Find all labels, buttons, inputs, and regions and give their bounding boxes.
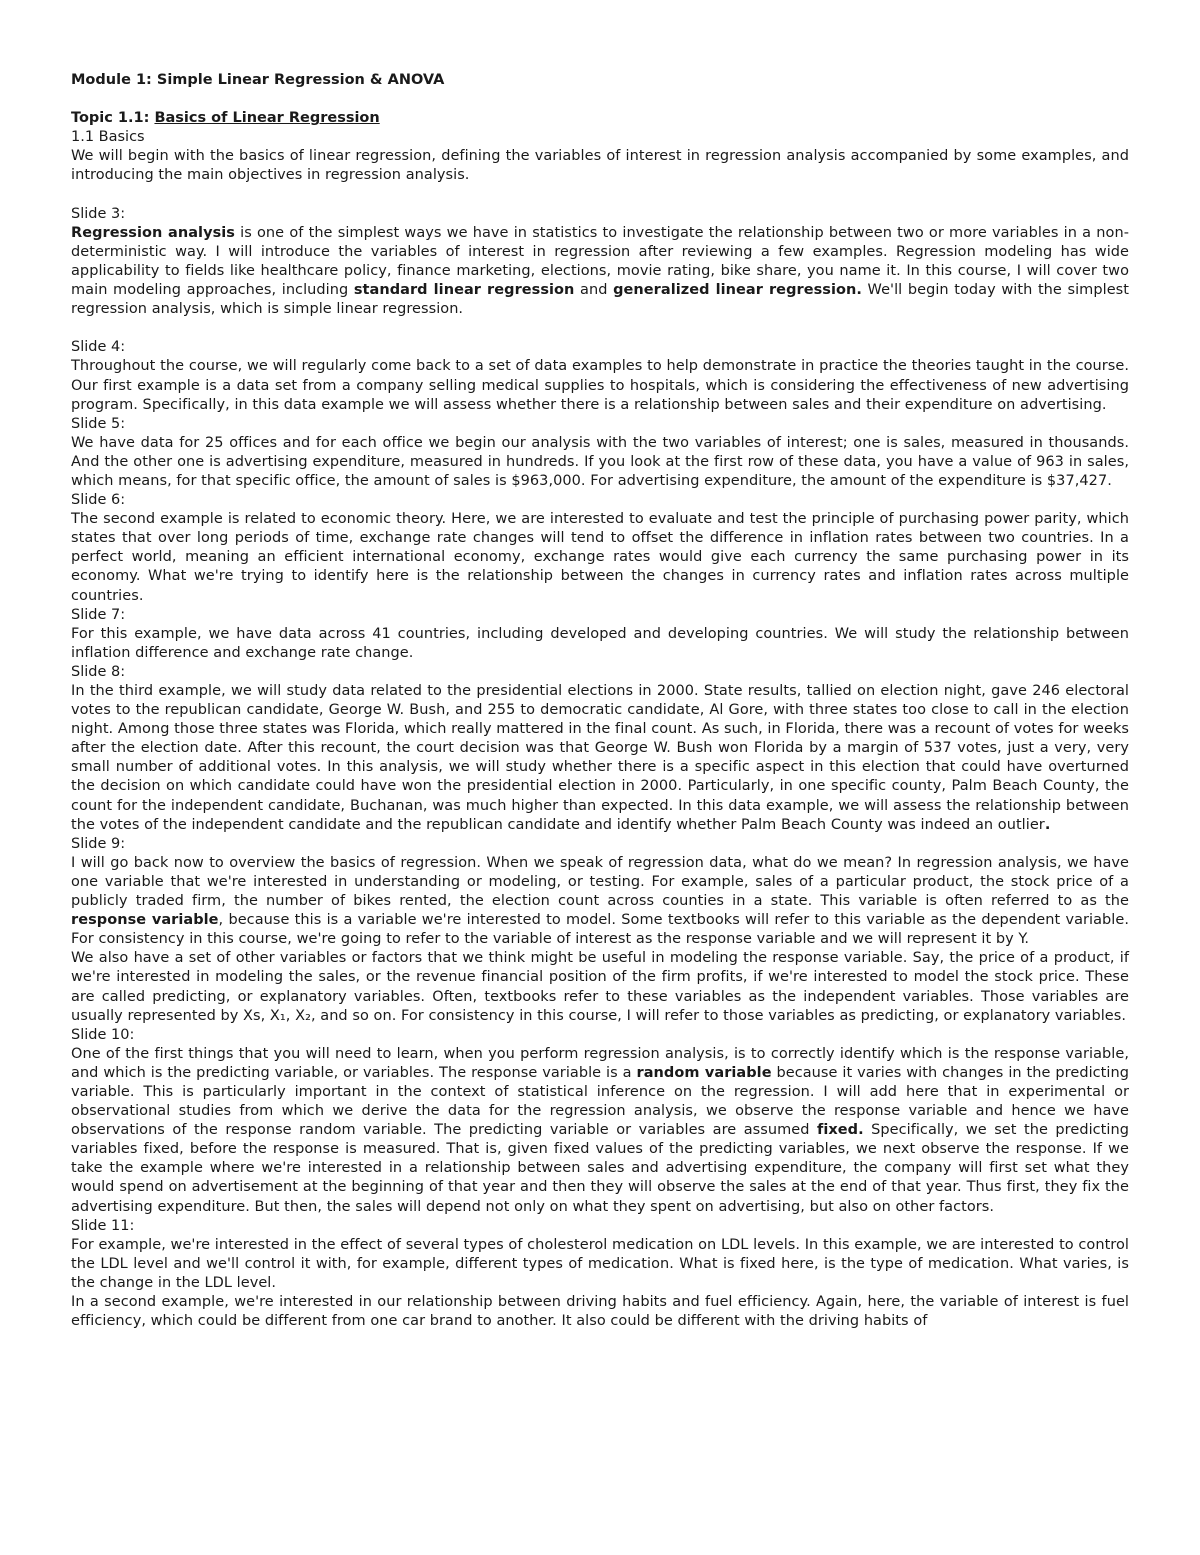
slide-8-paragraph [71,682,1129,835]
text-run: because it varies with changes in the predicting variable. This is particularly important in the context of statistical inference on the regression. I will add here that in experimental or observational studies from which we derive the data for the regression analysis, we observe the response variable and hence we have observations of the response random variable. The predicting variable or variables are assumed [71,1064,1129,1139]
text-run: , because this is a variable we're interested to model. Some textbooks will refer to this variable as the dependent variable. For consistency in this course, we're going to refer to the variable of interest as the response variable and we will represent it by Y. [71,912,1129,948]
bold-term: random variable [636,1064,772,1081]
module-title: Module 1: Simple Linear Regression & ANOVA [71,72,445,88]
slide-3-label: Slide 3: [71,205,126,222]
slide-9-paragraph [71,854,1129,949]
text-run: Specifically, we set the predicting variables fixed, before the response is measured. That is, given fixed values of the predicting variables, we next observe the response. If we take the example where we're interested in a relationship between sales and advertising expenditure, the company will first set what they would spend on advertisement at the beginning of that year and then they will observe the sales at the end of that year. Thus first, they fix the advertising expenditure. But then, the sales will depend not only on what they spent on advertising, but also on other factors. [71,1122,1129,1215]
bold-period: . [1044,816,1051,833]
bold-term: standard linear regression [353,282,575,299]
text-run: is one of the simplest ways we have in statistics to investigate the relationship between two or more variables in a non-deterministic way. I will introduce the variables of interest in regression after reviewing a few examples. Regression modeling has wide applicability to fields like healthcare policy, finance marketing, elections, movie rating, bike share, you name it. In this course, I will cover two main modeling approaches, including [71,224,1129,299]
spacer [71,90,1129,109]
bold-term: fixed. [816,1122,864,1139]
slide-11-label: Slide 11: [71,1217,135,1234]
topic-heading [71,109,1129,128]
slide-11-paragraph-2: In a second example, we're interested in our relationship between driving habits and fuel efficiency. Again, here, the variable of interest is fuel efficiency, which could be different from one car brand to another. It also could be different with the driving habits of [71,1294,1129,1330]
text-run: One of the first things that you will need to learn, when you perform regression analysis, is to correctly identify which is the response variable, and which is the predicting variable, or variables. The response variable is a [71,1045,1129,1081]
text-run: In the third example, we will study data related to the presidential elections in 2000. State results, tallied on election night, gave 246 electoral votes to the republican candidate, George W. Bush, and 255 to democratic candidate, Al Gore, with three states too close to call in the election night. Among those three states was Florida, which really mattered in the final count. As such, in Florida, there was a recount of votes for weeks after the election date. After this recount, the court decision was that George W. Bush won Florida by a margin of 537 votes, just a very, very small number of additional votes. In this analysis, we will study whether there is a specific aspect in this election that could have overturned the decision on which candidate could have won the presidential election in 2000. Particularly, in one specific county, Palm Beach County, the count for the independent candidate, Buchanan, was much higher than expected. In this data example, we will assess the relationship between the votes of the independent candidate and the republican candidate and identify whether Palm Beach County was indeed an outlier [71,683,1129,833]
slide-4-label: Slide 4: [71,339,126,356]
bold-term: response variable [71,912,219,929]
intro-paragraph: We will begin with the basics of linear regression, defining the variables of interest in regression analysis accompanied by some examples, and introducing the main objectives in regression analysis. [71,148,1129,184]
slide-4-paragraph: Throughout the course, we will regularly come back to a set of data examples to help demonstrate in practice the theories taught in the course. Our first example is a data set from a company selling medical supplies to hospitals, which is considering the effectiveness of new advertising program. Specifically, in this data example we will assess whether there is a relationship between sales and their expenditure on advertising. [71,358,1129,413]
topic-prefix: Topic 1.1: [71,110,155,127]
spacer [71,319,1129,338]
slide-8-label: Slide 8: [71,663,126,680]
topic-title: Basics of Linear Regression [154,110,380,127]
slide-7-paragraph: For this example, we have data across 41 countries, including developed and developing countries. We will study the relationship between inflation difference and exchange rate change. [71,625,1129,661]
slide-6-paragraph: The second example is related to economic theory. Here, we are interested to evaluate and test the principle of purchasing power parity, which states that over long periods of time, exchange rate changes will tend to offset the difference in inflation rates between two countries. In a perfect world, meaning an efficient international economy, exchange rates would give each currency the same purchasing power in its economy. What we're trying to identify here is the relationship between the changes in currency rates and inflation rates across multiple countries. [71,511,1129,604]
slide-9-paragraph-2: We also have a set of other variables or factors that we think might be useful in modeling the response variable. Say, the price of a product, if we're interested in modeling the sales, or the revenue financial position of the firm profits, if we're interested to model the stock price. These are called predicting, or explanatory variables. Often, textbooks refer to these variables as the independent variables. Those variables are usually represented by Xs, X₁, X₂, and so on. For consistency in this course, I will refer to those variables as predicting, or explanatory variables. [71,950,1129,1024]
slide-6-label: Slide 6: [71,492,126,509]
slide-9-label: Slide 9: [71,835,126,852]
bold-term: Regression analysis [71,224,235,241]
slide-7-label: Slide 7: [71,606,126,623]
spacer [71,186,1129,205]
text-run: I will go back now to overview the basics of regression. When we speak of regression data, what do we mean? In regression analysis, we have one variable that we're interested in understanding or modeling, or testing. For example, sales of a particular product, the stock price of a publicly traded firm, the number of bikes rented, the election count across counties in a state. This variable is often referred to as the [71,854,1129,910]
slide-3-paragraph [71,224,1129,319]
slide-10-label: Slide 10: [71,1026,135,1043]
bold-term: generalized linear regression. [613,282,862,299]
slide-5-label: Slide 5: [71,415,126,432]
slide-5-paragraph: We have data for 25 offices and for each office we begin our analysis with the two variables of interest; one is sales, measured in thousands. And the other one is advertising expenditure, measured in hundreds. If you look at the first row of these data, you have a value of 963 in sales, which means, for that specific office, the amount of sales is $963,000. For advertising expenditure, the amount of the expenditure is $37,427. [71,434,1129,489]
section-label: 1.1 Basics [71,129,145,146]
text-run: and [574,282,614,299]
text-run: We'll begin today with the simplest regression analysis, which is simple linear regression. [71,282,1130,318]
slide-10-paragraph [71,1045,1129,1217]
slide-11-paragraph: For example, we're interested in the effect of several types of cholesterol medication on LDL levels. In this example, we are interested to control the LDL level and we'll control it with, for example, different types of medication. What is fixed here, is the type of medication. What varies, is the change in the LDL level. [71,1236,1129,1291]
